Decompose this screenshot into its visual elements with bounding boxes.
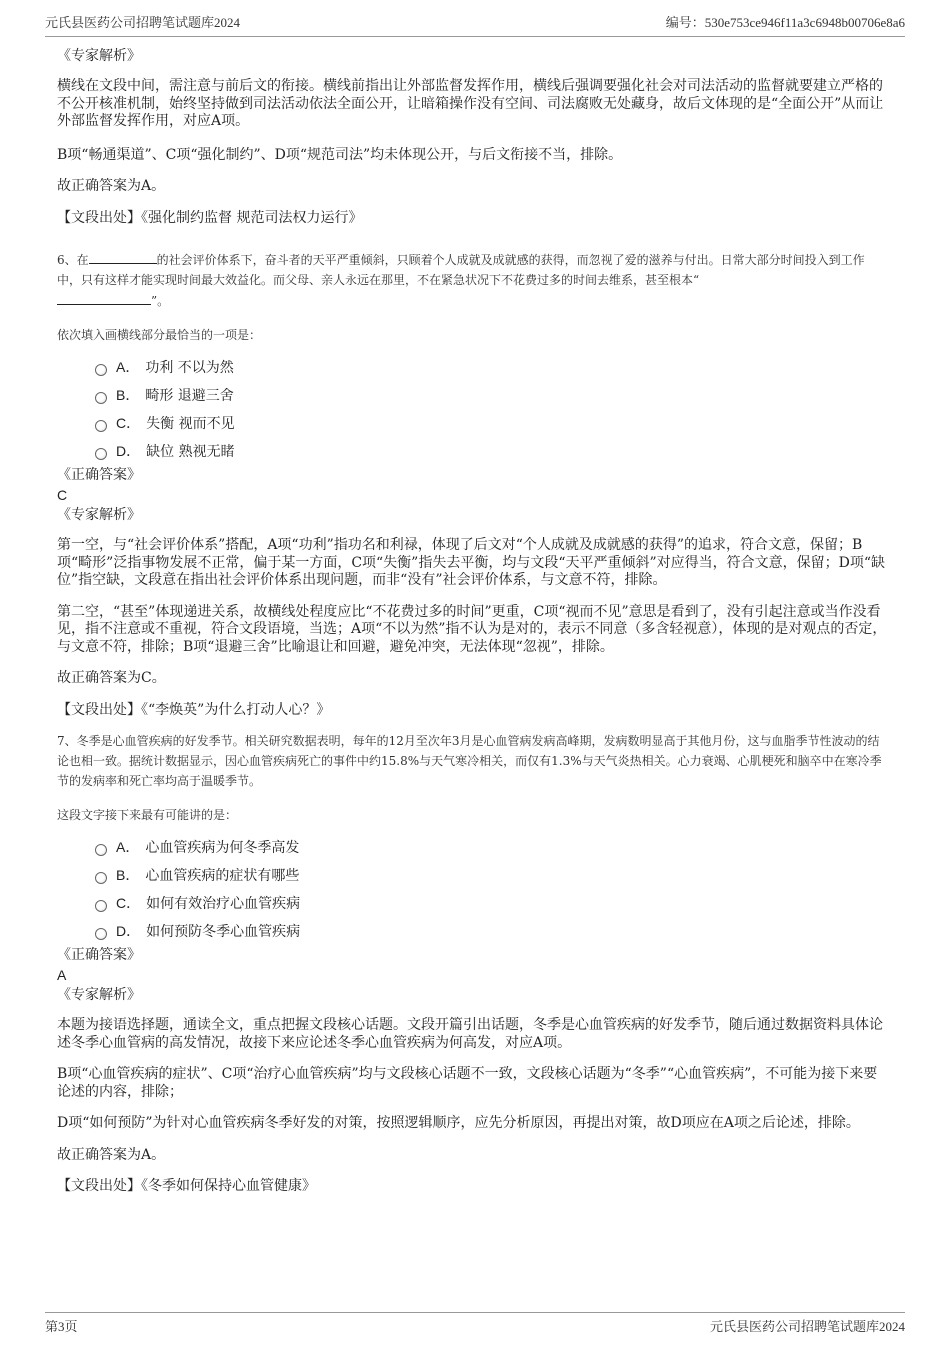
question-7-options [57, 833, 888, 945]
correct-answer-label: 《正确答案》 [57, 947, 141, 963]
analysis-paragraph: 第二空，“甚至”体现递进关系，故横线处程度应比“不花费过多的时间”更重，C项“视而不见”意思是看到了，没有引起注意或当作没看见，指不注意或不重视，符合文段语境，当选；A项“不以为然”指不认为是对的，表示不同意（多含轻视意），体现的是对观点的否定，与文意不符，排除；B项“退避三舍”比喻退让和回避，避免冲突，无法体现“忽视”，排除。 [57, 603, 887, 655]
expert-analysis-label: 《专家解析》 [57, 987, 141, 1003]
header-serial: 编号：530e753ce946f11a3c6948b00706e8a6 [665, 15, 905, 30]
option-a[interactable]: A． 功利 不以为然 [57, 353, 888, 381]
header-title: 元氏县医药公司招聘笔试题库2024 [45, 15, 241, 30]
footer-title: 元氏县医药公司招聘笔试题库2024 [709, 1319, 905, 1334]
radio-button[interactable] [95, 392, 107, 404]
page-header [45, 12, 905, 37]
analysis-conclusion: 故正确答案为A。 [57, 1146, 166, 1163]
radio-button[interactable] [95, 448, 107, 460]
analysis-conclusion: 故正确答案为A。 [57, 178, 166, 194]
option-a[interactable]: A． 心血管疾病为何冬季高发 [57, 833, 888, 861]
option-d[interactable]: D． 如何预防冬季心血管疾病 [57, 917, 888, 945]
analysis-paragraph: 第一空，与“社会评价体系”搭配，A项“功利”指功名和利禄，体现了后文对“个人成就及成就感的获得”的追求，符合文意，保留；B项“畸形”泛指事物发展不正常，偏于某一方面，C项“失衡”指失去平衡，均与文段“天平严重倾斜”对应得当，符合文意，保留；D项“缺位”指空缺，文段意在指出社会评价体系出现问题，而非“没有”社会评价体系，与文意不符，排除。 [57, 537, 886, 588]
question-7-prompt: 这段文字接下来最有可能讲的是： [57, 808, 238, 822]
analysis-paragraph: 本题为接语选择题，通读全文，重点把握文段核心话题。文段开篇引出话题，冬季是心血管疾病的好发季节，随后通过数据资料具体论述冬季心血管病的高发情况，故接下来应论述冬季心血管疾病为何高发，对应A项。 [57, 1017, 883, 1051]
question-6-prompt: 依次填入画横线部分最恰当的一项是： [57, 328, 262, 342]
analysis-paragraph: 横线在文段中间，需注意与前后文的衔接。横线前指出让外部监督发挥作用，横线后强调要强化社会对司法活动的监督就要建立严格的不公开核准机制，始终坚持做到司法活动依法全面公开，让暗箱操作没有空间、司法腐败无处藏身，故后文体现的是“全面公开”从而让外部监督发挥作用，对应A项。 [57, 78, 884, 129]
correct-answer: A [57, 967, 67, 983]
option-c[interactable]: C． 失衡 视而不见 [57, 409, 888, 437]
option-b[interactable]: B． 心血管疾病的症状有哪些 [57, 861, 888, 889]
source-citation: 【文段出处】《冬季如何保持心血管健康》 [57, 1178, 316, 1194]
correct-answer-label: 《正确答案》 [57, 467, 141, 483]
question-7-text: 7、冬季是心血管疾病的好发季节。相关研究数据表明，每年的12月至次年3月是心血管病发病高峰期，发病数明显高于其他月份，这与血脂季节性波动的结论也相一致。据统计数据显示，因心血管疾病死亡的事件中约15.8%与天气寒冷相关，而仅有1.3%与天气炎热相关。心力衰竭、心肌梗死和脑卒中在寒冷季节的发病率和死亡率均高于温暖季节。 [57, 734, 882, 788]
source-citation: 【文段出处】《“李焕英”为什么打动人心？》 [57, 701, 331, 718]
analysis-paragraph: B项“畅通渠道”、C项“强化制约”、D项“规范司法”均未体现公开，与后文衔接不当，排除。 [57, 146, 623, 163]
radio-button[interactable] [95, 844, 107, 856]
analysis-conclusion: 故正确答案为C。 [57, 670, 166, 686]
option-c[interactable]: C． 如何有效治疗心血管疾病 [57, 889, 888, 917]
question-6-options [57, 353, 888, 465]
radio-button[interactable] [95, 900, 107, 912]
analysis-paragraph: B项“心血管疾病的症状”、C项“治疗心血管疾病”均与文段核心话题不一致，文段核心话题为“冬季”“心血管疾病”，不可能为接下来要论述的内容，排除； [57, 1066, 878, 1100]
radio-button[interactable] [95, 928, 107, 940]
option-b[interactable]: B． 畸形 退避三舍 [57, 381, 888, 409]
page-content [57, 46, 888, 1196]
radio-button[interactable] [95, 420, 107, 432]
fill-blank [57, 290, 151, 305]
option-d[interactable]: D． 缺位 熟视无睹 [57, 437, 888, 465]
fill-blank [89, 249, 157, 264]
question-6-text: 6、在 的社会评价体系下，奋斗者的天平严重倾斜，只顾着个人成就及成就感的获得，而忽视了爱的滋养与付出。日常大部分时间投入到工作中，只有这样才能实现时间最大效益化。而父母、亲人永远在那里，不在紧急状况下不花费过多的时间去维系，甚至根本“ ”。 [57, 249, 888, 311]
source-citation: 【文段出处】《强化制约监督 规范司法权力运行》 [57, 209, 363, 226]
analysis-paragraph: D项“如何预防”为针对心血管疾病冬季好发的对策，按照逻辑顺序，应先分析原因，再提出对策，故D项应在A项之后论述，排除。 [57, 1115, 860, 1131]
radio-button[interactable] [95, 872, 107, 884]
correct-answer: C [57, 487, 68, 503]
page-footer [45, 1312, 905, 1335]
expert-analysis-label: 《专家解析》 [57, 507, 141, 523]
radio-button[interactable] [95, 364, 107, 376]
expert-analysis-label: 《专家解析》 [57, 48, 141, 64]
page-number: 第3页 [45, 1319, 78, 1334]
